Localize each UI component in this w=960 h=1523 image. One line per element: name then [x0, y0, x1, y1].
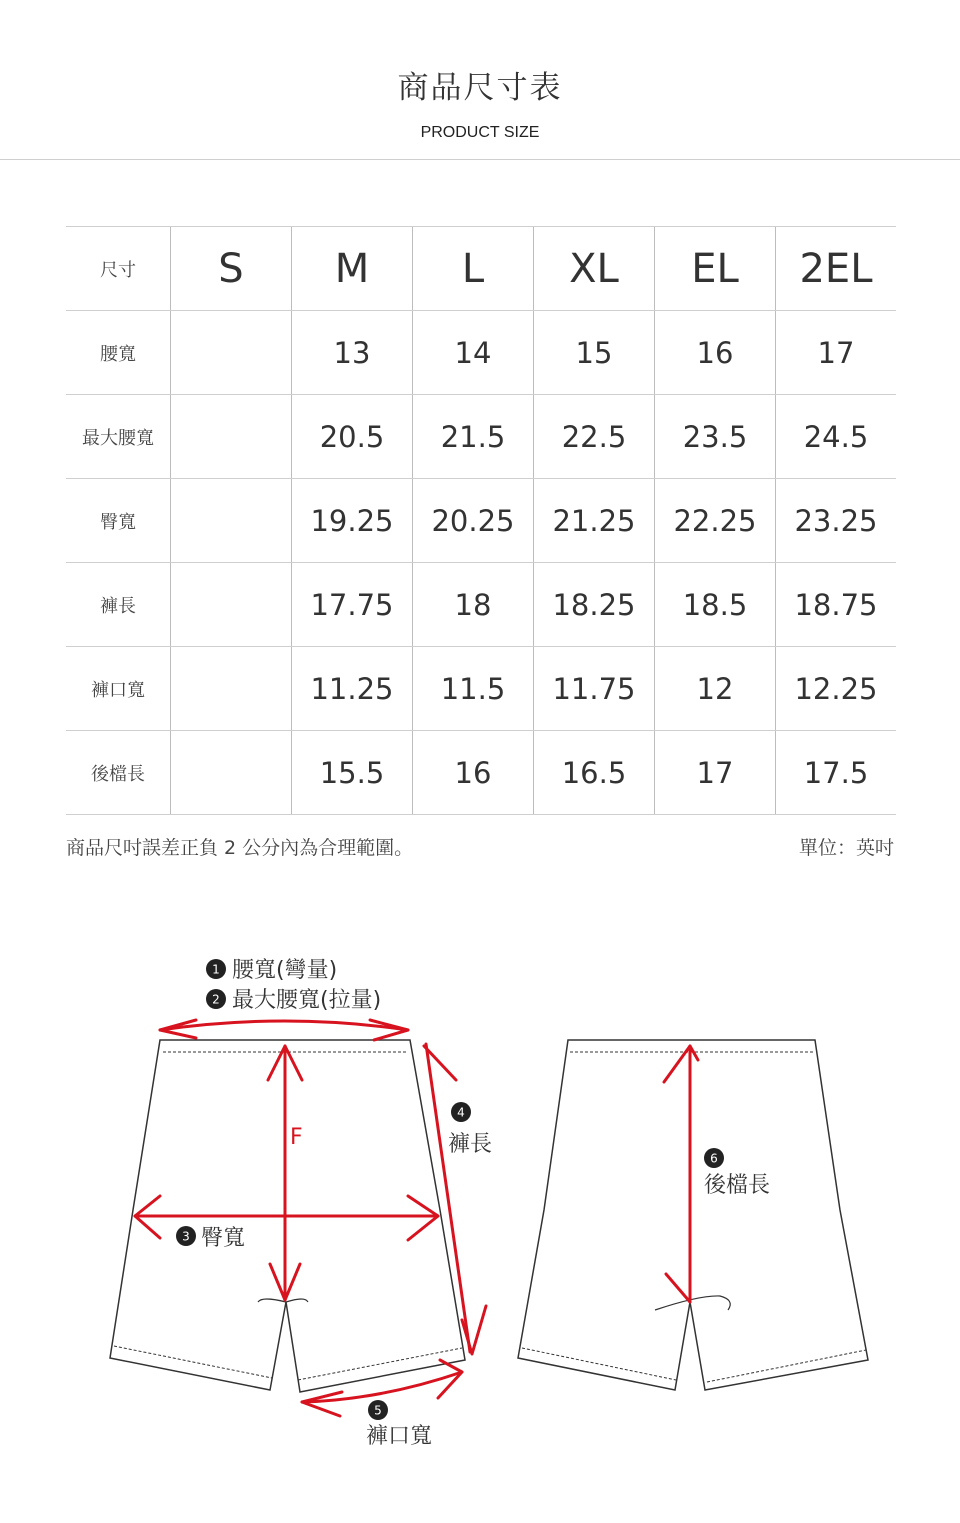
table-row: [66, 395, 896, 479]
page-subtitle: PRODUCT SIZE: [420, 124, 540, 141]
table-cell: 22.5: [534, 395, 655, 479]
table-cell: 24.5: [776, 395, 897, 479]
back-shorts-drawing: [518, 1040, 868, 1390]
table-cell: 11.25: [292, 647, 413, 731]
length-number: 4: [457, 1105, 465, 1120]
table-row: [66, 311, 896, 395]
table-cell: 16.5: [534, 731, 655, 815]
unit-note: 單位：英吋: [798, 837, 894, 859]
table-cell: 17: [776, 311, 897, 395]
table-cell: 12.25: [776, 647, 897, 731]
max-waist-number: 2: [212, 992, 220, 1007]
table-cell: 17.5: [776, 731, 897, 815]
table-cell: 12: [655, 647, 776, 731]
table-cell: 18.75: [776, 563, 897, 647]
table-cell: 11.5: [413, 647, 534, 731]
size-table: [66, 226, 896, 815]
table-row: [66, 647, 896, 731]
leg-opening-label: [366, 1400, 432, 1449]
size-header: EL: [655, 227, 776, 311]
table-cell: [171, 311, 292, 395]
table-cell: [171, 479, 292, 563]
table-cell: 14: [413, 311, 534, 395]
size-header: S: [171, 227, 292, 311]
table-cell: 18.5: [655, 563, 776, 647]
length-text: 褲長: [448, 1132, 493, 1157]
front-rise-label: F: [290, 1125, 303, 1150]
table-cell: 20.25: [413, 479, 534, 563]
hip-number: 3: [182, 1229, 190, 1244]
corner-label: 尺寸: [66, 227, 171, 311]
row-label: 褲口寬: [66, 647, 171, 731]
max-waist-text: 最大腰寬(拉量): [232, 988, 382, 1013]
table-cell: 16: [413, 731, 534, 815]
leg-opening-number: 5: [374, 1403, 382, 1418]
table-cell: 23.5: [655, 395, 776, 479]
table-cell: [171, 563, 292, 647]
page-title: 商品尺寸表: [397, 70, 563, 106]
table-cell: 23.25: [776, 479, 897, 563]
table-cell: 22.25: [655, 479, 776, 563]
row-label: 褲長: [66, 563, 171, 647]
waist-text: 腰寬(彎量): [232, 958, 338, 983]
size-header-row: [66, 227, 896, 311]
table-cell: 21.25: [534, 479, 655, 563]
table-cell: 16: [655, 311, 776, 395]
table-row: [66, 731, 896, 815]
waist-number: 1: [212, 962, 220, 977]
size-header: 2EL: [776, 227, 897, 311]
row-label: 腰寬: [66, 311, 171, 395]
max-waist-label: [206, 988, 381, 1013]
size-header: L: [413, 227, 534, 311]
header-divider: [0, 159, 960, 160]
row-label: 最大腰寬: [66, 395, 171, 479]
row-label: 後檔長: [66, 731, 171, 815]
table-cell: 17.75: [292, 563, 413, 647]
back-rise-number: 6: [710, 1151, 718, 1166]
table-cell: 18: [413, 563, 534, 647]
table-cell: 13: [292, 311, 413, 395]
table-cell: 20.5: [292, 395, 413, 479]
waist-label: [206, 958, 337, 983]
table-cell: 21.5: [413, 395, 534, 479]
table-row: [66, 479, 896, 563]
row-label: 臀寬: [66, 479, 171, 563]
tolerance-note: 商品尺吋誤差正負 2 公分內為合理範圍。: [66, 837, 414, 859]
length-label: [448, 1102, 492, 1157]
table-row: [66, 563, 896, 647]
size-header: XL: [534, 227, 655, 311]
hip-text: 臀寬: [201, 1226, 246, 1251]
table-cell: [171, 731, 292, 815]
table-cell: 15: [534, 311, 655, 395]
table-cell: 17: [655, 731, 776, 815]
table-cell: [171, 647, 292, 731]
measurement-diagram: [0, 940, 960, 1500]
table-cell: 15.5: [292, 731, 413, 815]
back-rise-text: 後檔長: [704, 1173, 771, 1198]
table-cell: [171, 395, 292, 479]
table-cell: 11.75: [534, 647, 655, 731]
table-cell: 18.25: [534, 563, 655, 647]
table-cell: 19.25: [292, 479, 413, 563]
size-header: M: [292, 227, 413, 311]
leg-opening-text: 褲口寬: [366, 1424, 433, 1449]
